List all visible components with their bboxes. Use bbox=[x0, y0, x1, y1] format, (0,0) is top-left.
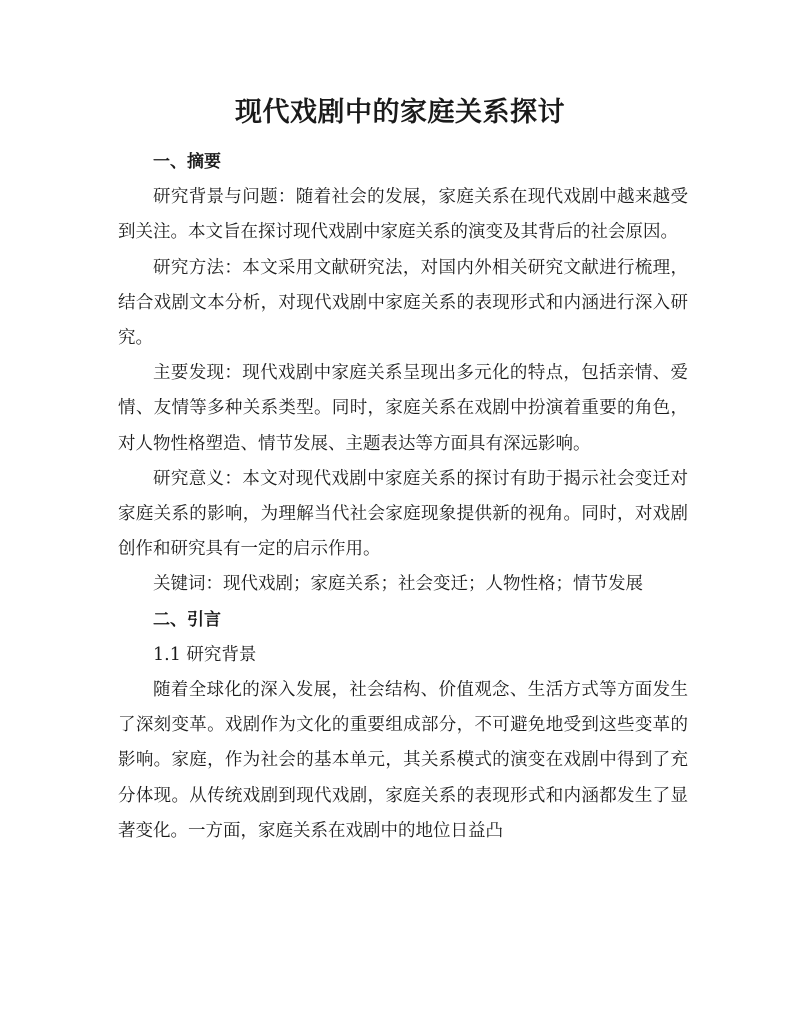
abstract-findings-paragraph: 主要发现：现代戏剧中家庭关系呈现出多元化的特点，包括亲情、爱情、友情等多种关系类型。同时，家庭关系在戏剧中扮演着重要的角色，对人物性格塑造、情节发展、主题表达等方面具有深远影响。 bbox=[118, 363, 688, 454]
document-title: 现代戏剧中的家庭关系探讨 bbox=[235, 97, 565, 128]
abstract-significance-paragraph: 研究意义：本文对现代戏剧中家庭关系的探讨有助于揭示社会变迁对家庭关系的影响，为理解当代社会家庭现象提供新的视角。同时，对戏剧创作和研究具有一定的启示作用。 bbox=[118, 468, 688, 560]
subsection-heading-background: 1.1 研究背景 bbox=[153, 644, 257, 665]
introduction-paragraph: 随着全球化的深入发展，社会结构、价值观念、生活方式等方面发生了深刻变革。戏剧作为文化的重要组成部分，不可避免地受到这些变革的影响。家庭，作为社会的基本单元，其关系模式的演变在戏剧中得到了充分体现。从传统戏剧到现代戏剧，家庭关系的表现形式和内涵都发生了显著变化。一方面，家庭关系在戏剧中的地位日益凸 bbox=[118, 680, 688, 841]
abstract-background-paragraph: 研究背景与问题：随着社会的发展，家庭关系在现代戏剧中越来越受到关注。本文旨在探讨现代戏剧中家庭关系的演变及其背后的社会原因。 bbox=[118, 187, 688, 243]
document-body bbox=[118, 145, 688, 849]
section-heading-introduction: 二、引言 bbox=[153, 609, 221, 630]
abstract-method-paragraph: 研究方法：本文采用文献研究法，对国内外相关研究文献进行梳理，结合戏剧文本分析，对现代戏剧中家庭关系的表现形式和内涵进行深入研究。 bbox=[118, 257, 688, 349]
section-heading-abstract: 一、摘要 bbox=[153, 152, 221, 172]
keywords-line: 关键词：现代戏剧；家庭关系；社会变迁；人物性格；情节发展 bbox=[153, 574, 643, 595]
